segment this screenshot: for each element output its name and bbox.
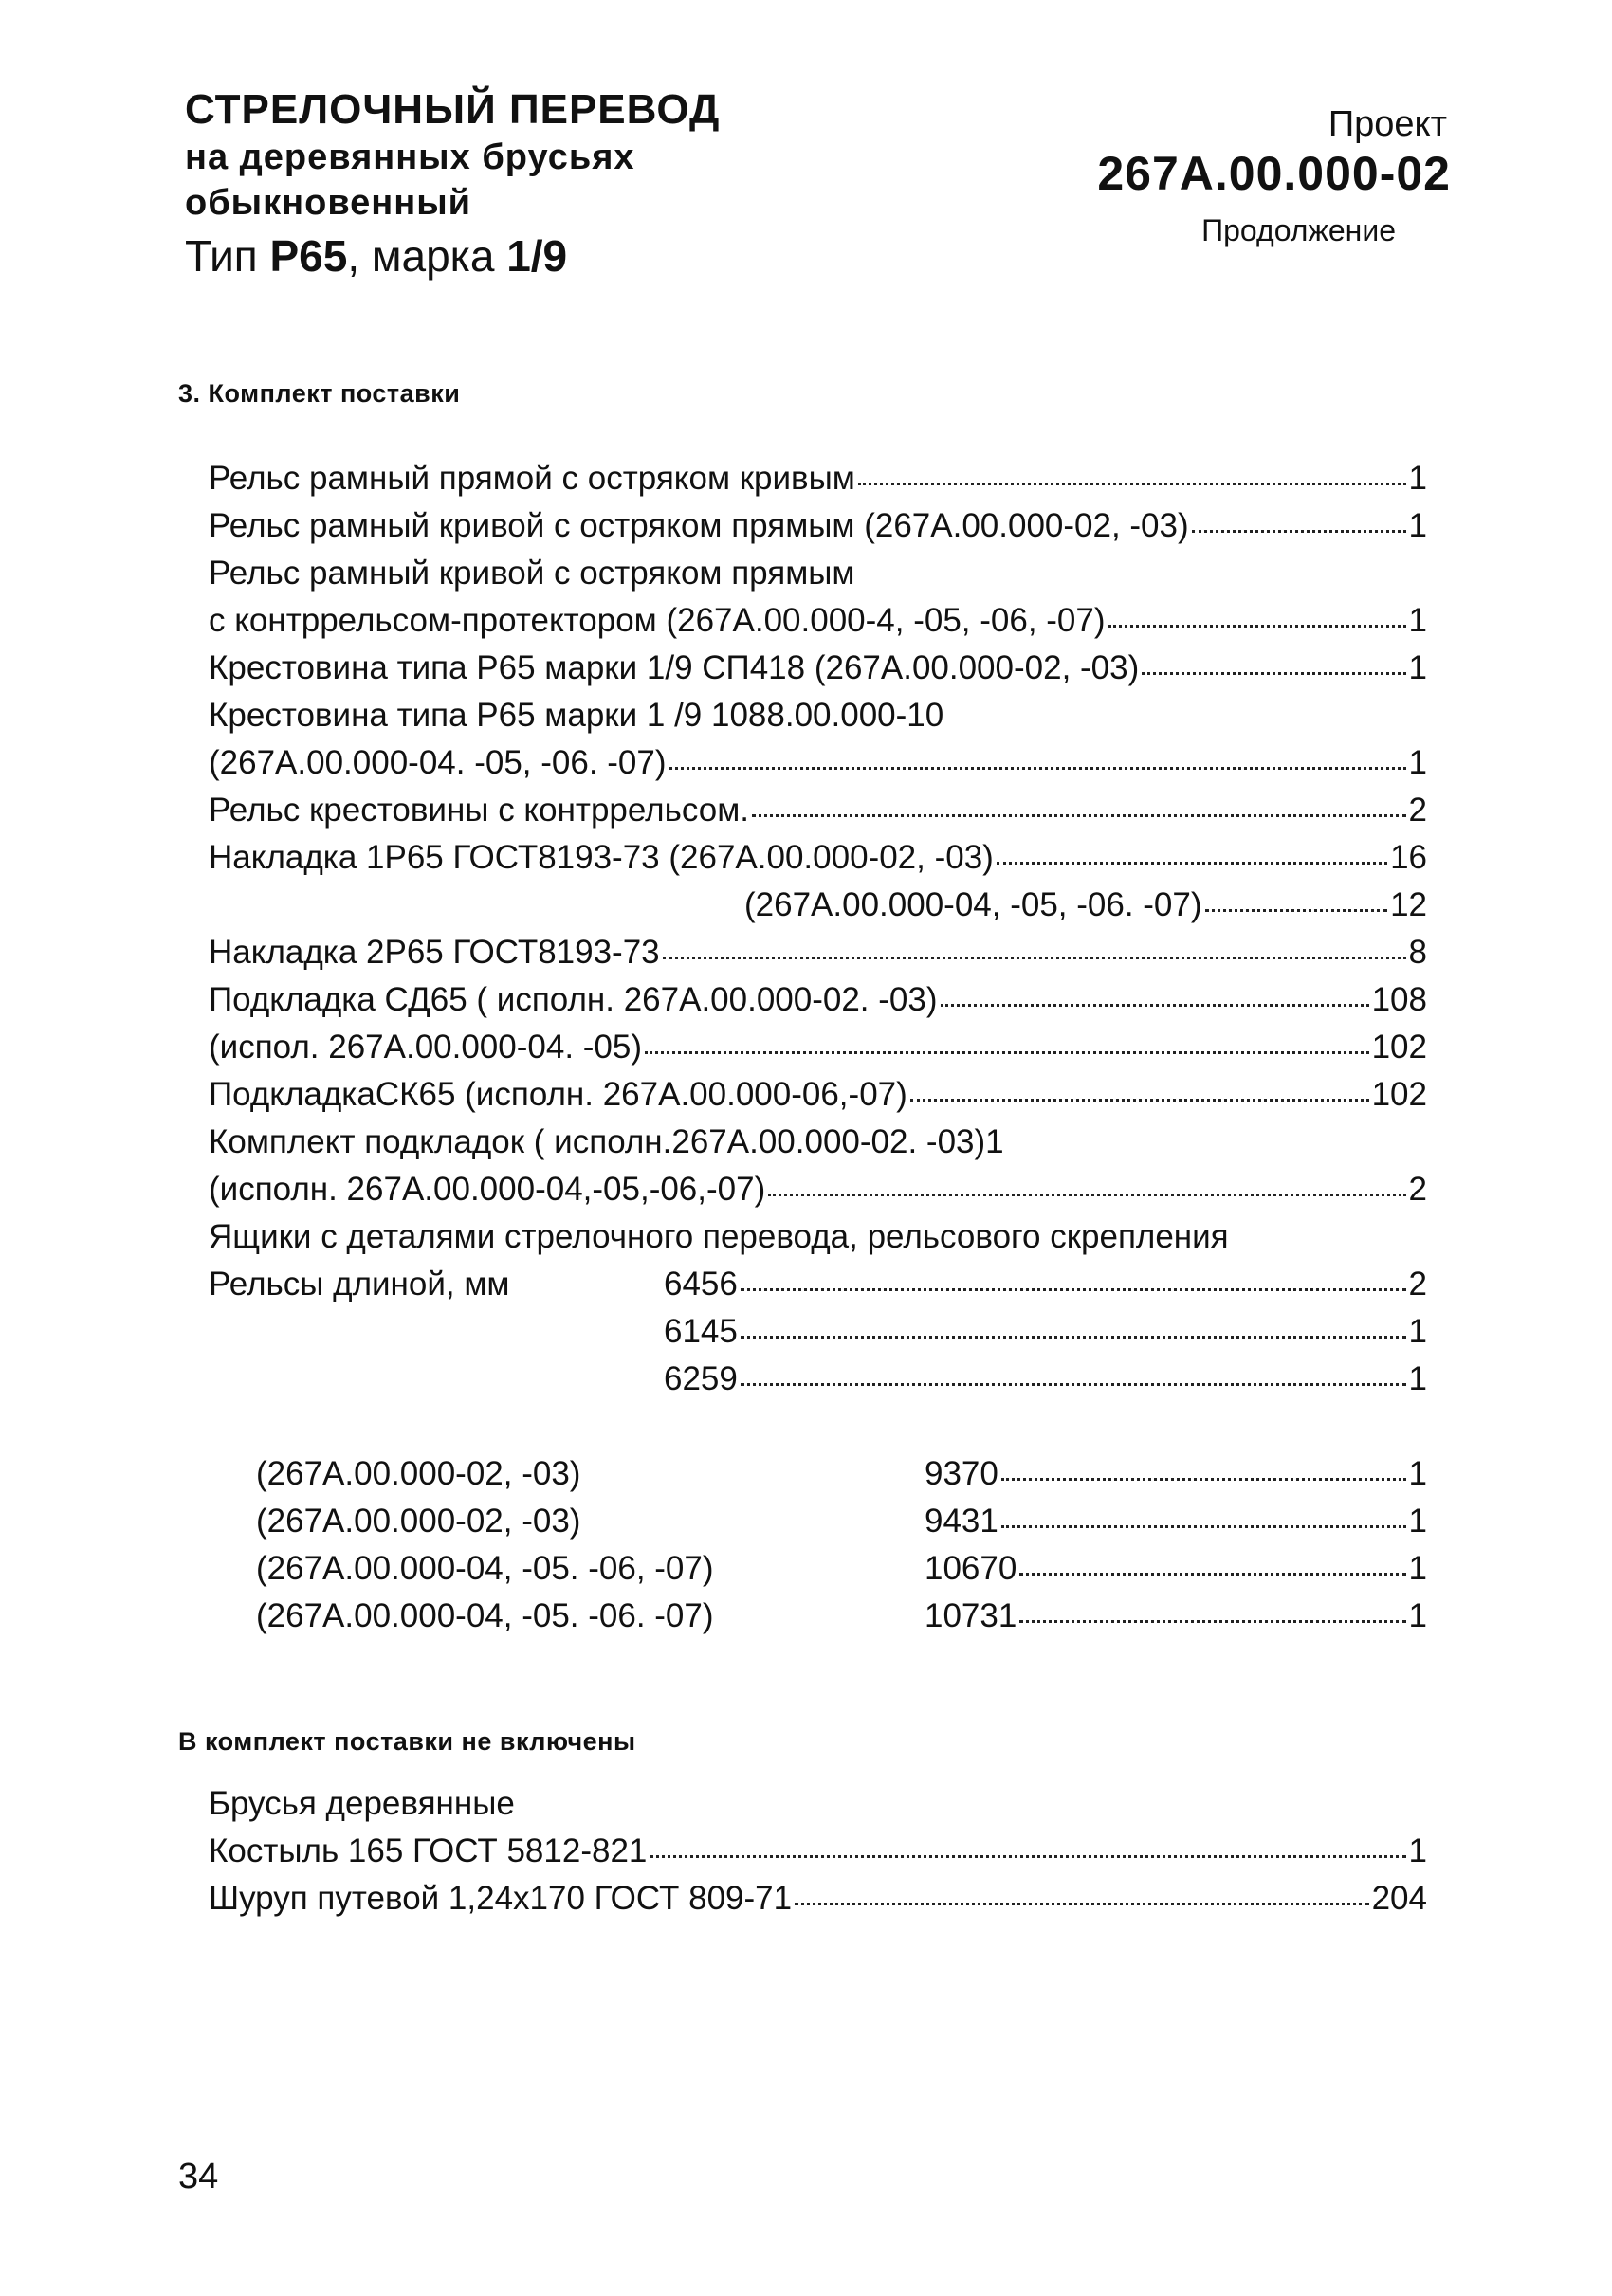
list-item [209,1780,1427,1828]
subtitle-line-1: на деревянных брусьях [185,137,635,177]
list-item [209,976,1427,1024]
brand-prefix: , марка [347,231,495,281]
type-line [185,228,849,284]
brand-value: 1/9 [506,231,568,281]
page-number: 34 [178,2157,219,2196]
list-item [209,550,1427,597]
leader-dots [645,1051,1369,1054]
leader-dots [1001,1525,1406,1528]
project-label: Проект [1328,104,1447,144]
leader-dots [663,957,1406,959]
item-qty: 12 [1390,886,1427,923]
rail-length-item [664,1356,1427,1403]
rail-length-item [664,1261,1427,1308]
rail-variant-item [925,1450,1427,1498]
item-label: (испол. 267А.00.000-04. -05) [209,1029,643,1066]
leader-dots [1019,1573,1405,1576]
rail-length: 6145 [664,1313,738,1350]
list-item [209,1828,1427,1875]
project-block [1024,102,1451,250]
rail-length: 9370 [925,1455,998,1492]
item-qty: 1 [1408,744,1427,781]
leader-dots [650,1855,1405,1858]
item-label: Рельс рамный кривой с остряком прямым [209,555,855,592]
list-item [209,1071,1427,1119]
rail-variant: (267А.00.000-04, -05. -06, -07) [256,1550,714,1587]
leader-dots [941,1004,1369,1007]
item-qty: 2 [1408,792,1427,829]
item-label: ПодкладкаСК65 (исполн. 267А.00.000-06,-07) [209,1076,907,1113]
list-item [209,929,1427,976]
leader-dots [669,767,1406,770]
item-qty: 1 [1408,602,1427,639]
list-item [209,645,1427,692]
rail-variant-item [925,1545,1427,1593]
rails-length-label: Рельсы длиной, мм [209,1266,510,1303]
leader-dots [1192,530,1406,533]
rail-variant: (267А.00.000-04, -05. -06. -07) [256,1597,714,1634]
project-number: 267А.00.000-02 [1097,147,1451,200]
document-title: СТРЕЛОЧНЫЙ ПЕРЕВОД [185,86,721,133]
list-item [209,834,1427,882]
section-heading-delivery-set: 3. Комплект поставки [178,379,461,408]
leader-dots [795,1903,1369,1905]
item-label: Подкладка СД65 ( исполн. 267А.00.000-02. -03) [209,981,938,1018]
section-heading-excluded: В комплект поставки не включены [178,1727,636,1756]
list-item [744,882,1427,929]
item-label: Крестовина типа Р65 марки 1 /9 1088.00.000-10 [209,697,944,734]
item-qty: 2 [1408,1171,1427,1208]
item-label: (267А.00.000-04. -05, -06. -07) [209,744,667,781]
item-label: (267А.00.000-04, -05, -06. -07) [744,886,1202,923]
rail-qty: 2 [1408,1266,1427,1303]
item-qty: 108 [1371,981,1427,1018]
rail-length: 9431 [925,1503,998,1540]
item-label: Накладка 1Р65 ГОСТ8193-73 (267А.00.000-02, -03) [209,839,994,876]
rail-length: 6259 [664,1360,738,1397]
rail-qty: 1 [1408,1455,1427,1492]
rail-variant-item [925,1498,1427,1545]
rail-qty: 1 [1408,1313,1427,1350]
subtitle-line-2: обыкновенный [185,183,472,223]
leader-dots [858,483,1406,485]
leader-dots [1205,909,1388,912]
rail-qty: 1 [1408,1360,1427,1397]
item-label: Рельс рамный кривой с остряком прямым (267А.00.000-02, -03) [209,507,1189,544]
list-item [209,455,1427,502]
document-header [185,85,849,284]
item-qty: 8 [1408,934,1427,971]
leader-dots [741,1336,1406,1339]
leader-dots [910,1099,1369,1102]
item-label: Костыль 165 ГОСТ 5812-821 [209,1832,648,1869]
rail-length: 6456 [664,1266,738,1303]
rail-length-item [664,1308,1427,1356]
leader-dots [1142,672,1405,675]
rail-qty: 1 [1408,1597,1427,1634]
list-item [209,787,1427,834]
list-item [209,1024,1427,1071]
leader-dots [741,1288,1406,1291]
item-label: Рельс рамный прямой с остряком кривым [209,460,855,497]
item-qty: 1 [1408,460,1427,497]
item-qty: 16 [1390,839,1427,876]
rail-qty: 1 [1408,1550,1427,1587]
item-qty: 1 [1408,1832,1427,1869]
item-label: Накладка 2Р65 ГОСТ8193-73 [209,934,660,971]
item-qty: 1 [1408,507,1427,544]
leader-dots [752,814,1406,817]
rail-qty: 1 [1408,1503,1427,1540]
item-label: Комплект подкладок ( исполн.267А.00.000-02. -03)1 [209,1123,1004,1160]
item-label: Рельс крестовины с контррельсом. [209,792,749,829]
rail-variant-item [925,1593,1427,1640]
item-label: Крестовина типа Р65 марки 1/9 СП418 (267А.00.000-02, -03) [209,649,1140,686]
list-item [209,692,1427,739]
rail-length: 10731 [925,1597,1017,1634]
list-item [209,1119,1427,1166]
item-label: Ящики с деталями стрелочного перевода, рельсового скрепления [209,1218,1229,1255]
type-value: Р65 [269,231,348,281]
list-item [209,1166,1427,1213]
item-label: (исполн. 267А.00.000-04,-05,-06,-07) [209,1171,766,1208]
item-label: Брусья деревянные [209,1785,515,1822]
list-item [209,502,1427,550]
leader-dots [1108,625,1406,628]
item-qty: 102 [1371,1029,1427,1066]
rail-length: 10670 [925,1550,1017,1587]
item-qty: 1 [1408,649,1427,686]
item-qty: 204 [1371,1880,1427,1917]
list-item [209,1213,1427,1261]
rail-variant: (267А.00.000-02, -03) [256,1503,581,1540]
rail-variant: (267А.00.000-02, -03) [256,1455,581,1492]
leader-dots [1001,1478,1406,1481]
leader-dots [768,1194,1405,1196]
leader-dots [741,1383,1406,1386]
continuation-label: Продолжение [1201,213,1396,247]
list-item [209,1875,1427,1922]
list-item [209,739,1427,787]
item-label: Шуруп путевой 1,24х170 ГОСТ 809-71 [209,1880,793,1917]
type-prefix: Тип [185,231,258,281]
leader-dots [997,862,1387,865]
leader-dots [1019,1620,1405,1623]
list-item [209,597,1427,645]
item-qty: 102 [1371,1076,1427,1113]
item-label: с контррельсом-протектором (267А.00.000-4, -05, -06, -07) [209,602,1106,639]
